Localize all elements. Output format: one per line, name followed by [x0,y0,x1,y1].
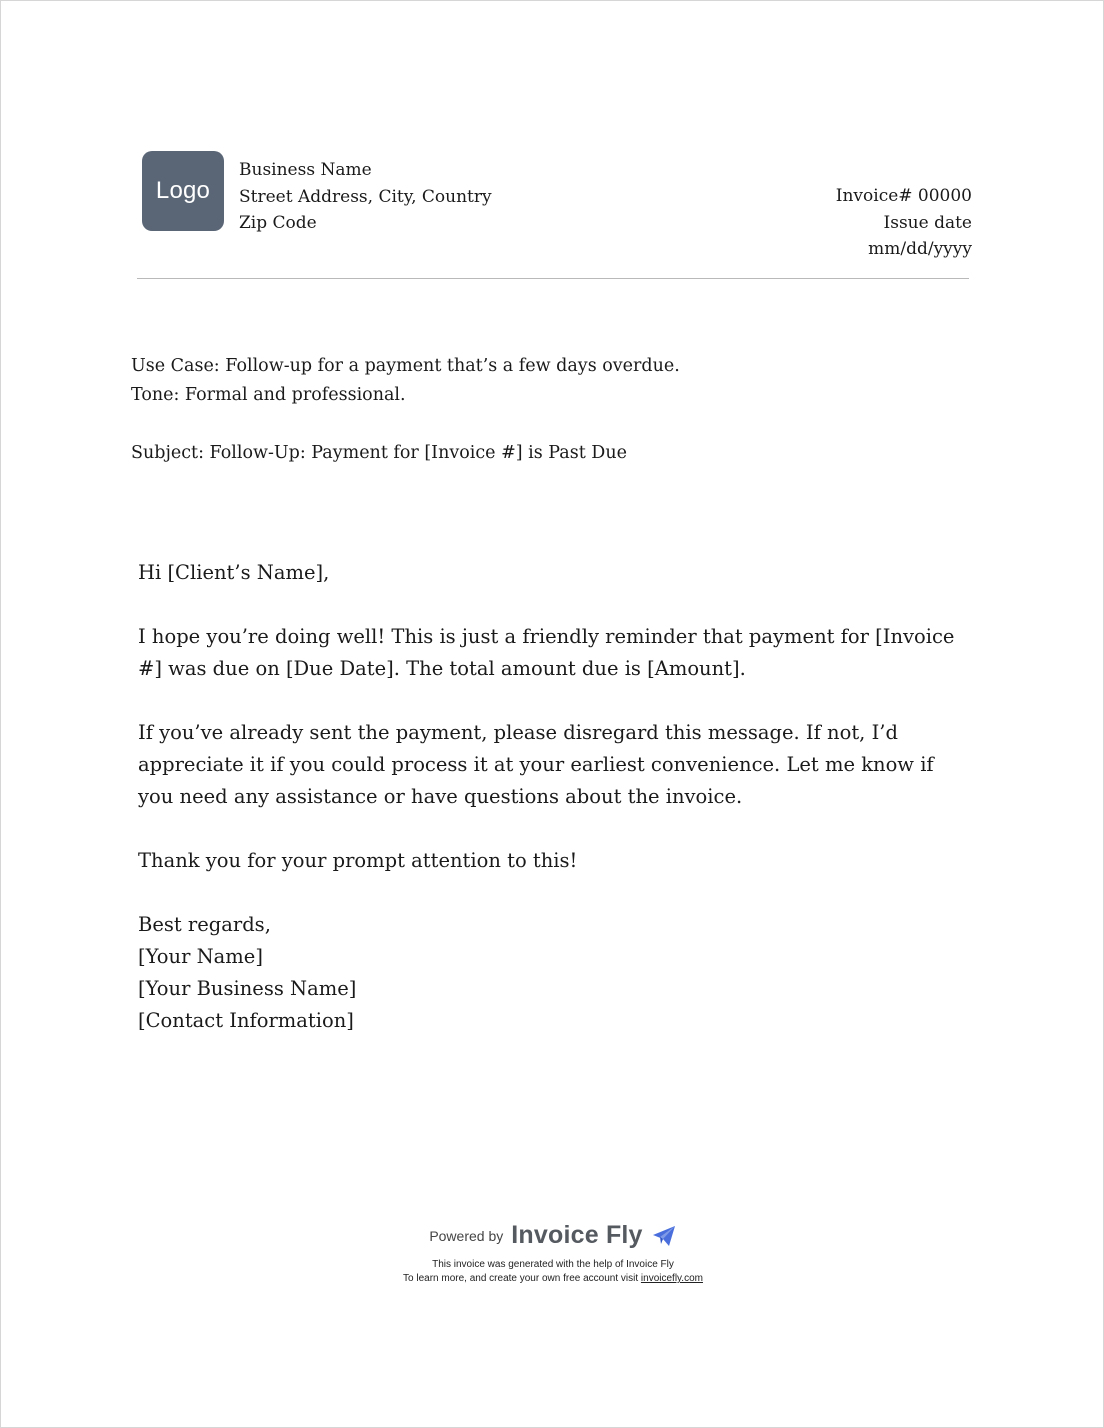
footer-line-2-text: To learn more, and create your own free account visit [403,1273,641,1284]
subject-line: Subject: Follow-Up: Payment for [Invoice #] is Past Due [131,443,627,463]
logo-placeholder [142,151,224,231]
paper-plane-icon [651,1223,677,1249]
paragraph-3: Thank you for your prompt attention to this! [138,849,578,872]
footer-line-2 [1,1272,1104,1286]
footer [1,1221,1104,1286]
invoice-info [836,183,972,263]
zip-code: Zip Code [239,213,317,233]
powered-by-label: Powered by [429,1227,504,1244]
tone: Tone: Formal and professional. [131,385,406,405]
issue-date-label: Issue date [883,212,972,233]
logo-text: Logo [155,177,211,204]
paragraph-2: If you’ve already sent the payment, please disregard this message. If not, I’d appreciate it if you could process it at your earliest convenience. Let me know if you need any assistance or have questions about the invoice. [138,721,934,808]
paragraph-1: I hope you’re doing well! This is just a friendly reminder that payment for [Invoice #] was due on [Due Date]. The total amount due is [Amount]. [138,625,955,680]
issue-date-value: mm/dd/yyyy [868,239,972,259]
business-info [239,157,492,237]
letter-body [138,557,968,1037]
footer-note [1,1258,1104,1286]
sign-off: Best regards, [138,913,271,936]
invoicefly-link[interactable]: invoicefly.com [640,1273,703,1284]
letter-meta [131,352,680,410]
sign-business: [Your Business Name] [138,977,357,1000]
sign-name: [Your Name] [138,945,263,968]
greeting: Hi [Client’s Name], [138,561,330,584]
invoice-number: Invoice# 00000 [835,186,972,206]
business-name: Business Name [239,160,372,180]
use-case: Use Case: Follow-up for a payment that’s a few days overdue. [131,356,680,376]
sign-contact: [Contact Information] [138,1009,354,1032]
brand-name: Invoice Fly [511,1221,643,1249]
street-address: Street Address, City, Country [239,186,492,207]
powered-by-badge [429,1221,676,1250]
footer-line-1: This invoice was generated with the help of Invoice Fly [432,1259,674,1270]
header-divider [137,278,969,279]
